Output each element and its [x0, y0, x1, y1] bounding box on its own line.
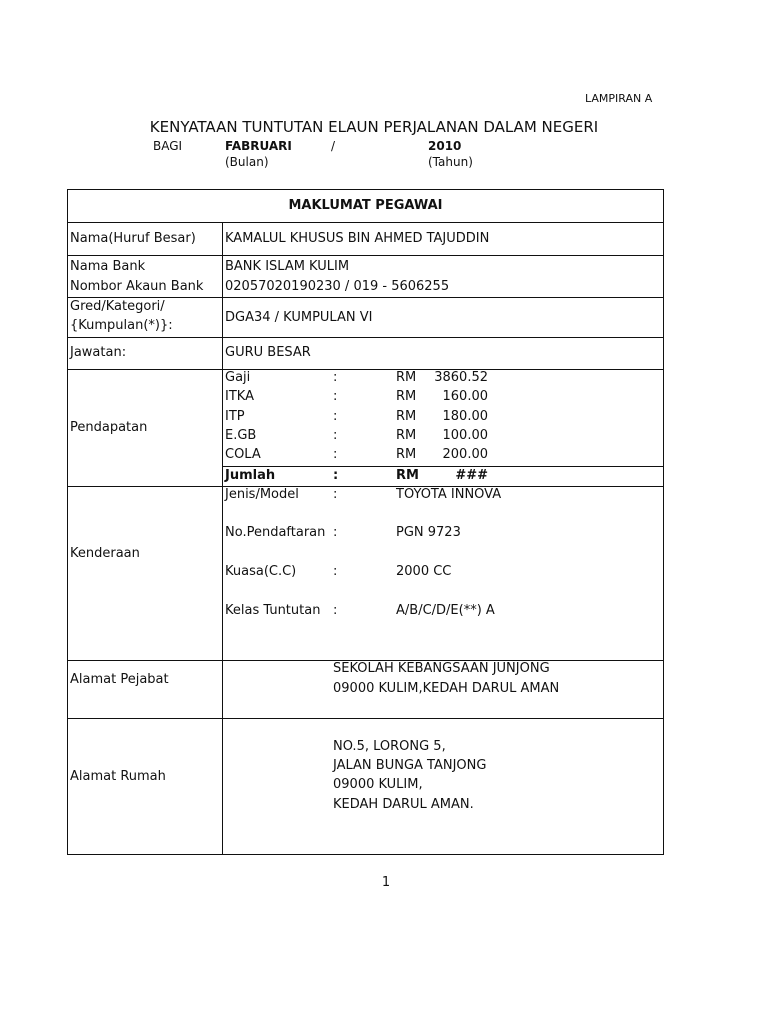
income-name: E.GB	[225, 428, 257, 443]
total-currency: RM	[396, 468, 419, 483]
vehicle-colon: :	[333, 564, 338, 579]
income-colon: :	[333, 428, 338, 443]
income-name: COLA	[225, 447, 261, 462]
total-name: Jumlah	[225, 468, 276, 483]
vehicle-colon: :	[333, 487, 338, 502]
income-currency: RM	[396, 389, 417, 404]
vehicle-field-name: Kuasa(C.C)	[225, 564, 297, 579]
vehicle-field-name: Jenis/Model	[225, 487, 299, 502]
alamat-rumah-label: Alamat Rumah	[70, 769, 166, 784]
account-number-label: Nombor Akaun Bank	[70, 279, 204, 294]
vehicle-field-value: TOYOTA INNOVA	[396, 487, 502, 502]
page-number: 1	[381, 875, 391, 890]
income-name: Gaji	[225, 370, 251, 385]
row-divider	[67, 337, 664, 338]
gred-label-line1: Gred/Kategori/	[70, 299, 165, 314]
row-divider	[67, 255, 664, 256]
table-border-bottom	[67, 854, 664, 855]
row-divider	[67, 486, 664, 487]
vehicle-field-value: 2000 CC	[396, 564, 452, 579]
income-name: ITP	[225, 409, 245, 424]
income-currency: RM	[396, 370, 417, 385]
vehicle-field-name: No.Pendaftaran	[225, 525, 326, 540]
table-border-left	[67, 189, 68, 855]
income-currency: RM	[396, 409, 417, 424]
section-heading: MAKLUMAT PEGAWAI	[288, 198, 443, 213]
month-year-separator: /	[331, 139, 336, 153]
alamat-rumah-line1: NO.5, LORONG 5,	[333, 739, 446, 754]
bank-name-label: Nama Bank	[70, 259, 146, 274]
income-name: ITKA	[225, 389, 254, 404]
month-label: (Bulan)	[225, 155, 269, 169]
alamat-pejabat-line2: 09000 KULIM,KEDAH DARUL AMAN	[333, 681, 560, 696]
lampiran-label: LAMPIRAN A	[585, 92, 653, 105]
account-number-value: 02057020190230 / 019 - 5606255	[225, 279, 450, 294]
kenderaan-label: Kenderaan	[70, 546, 140, 561]
nama-label: Nama(Huruf Besar)	[70, 231, 196, 246]
pendapatan-label: Pendapatan	[70, 420, 148, 435]
total-colon: :	[333, 468, 339, 483]
income-currency: RM	[396, 428, 417, 443]
row-divider	[67, 222, 664, 223]
jawatan-label: Jawatan:	[70, 345, 127, 360]
income-amount: 160.00	[442, 389, 488, 404]
income-colon: :	[333, 409, 338, 424]
bagi-label: BAGI	[153, 139, 183, 153]
row-divider	[67, 718, 664, 719]
alamat-rumah-line3: 09000 KULIM,	[333, 777, 423, 792]
income-currency: RM	[396, 447, 417, 462]
row-divider	[67, 369, 664, 370]
table-border-right	[663, 189, 664, 855]
gred-value: DGA34 / KUMPULAN VI	[225, 310, 373, 325]
vehicle-field-name: Kelas Tuntutan	[225, 603, 321, 618]
alamat-rumah-line4: KEDAH DARUL AMAN.	[333, 797, 474, 812]
table-border-top	[67, 189, 664, 190]
alamat-pejabat-label: Alamat Pejabat	[70, 672, 169, 687]
gred-label-line2: {Kumpulan(*)}:	[70, 318, 173, 333]
bank-name-value: BANK ISLAM KULIM	[225, 259, 350, 274]
income-amount: 200.00	[442, 447, 488, 462]
total-amount: ###	[455, 468, 488, 483]
column-divider	[222, 222, 223, 855]
alamat-rumah-line2: JALAN BUNGA TANJONG	[333, 758, 487, 773]
vehicle-colon: :	[333, 525, 338, 540]
month-value: FABRUARI	[225, 139, 292, 153]
vehicle-field-value: A/B/C/D/E(**) A	[396, 603, 495, 618]
nama-value: KAMALUL KHUSUS BIN AHMED TAJUDDIN	[225, 231, 490, 246]
vehicle-field-value: PGN 9723	[396, 525, 461, 540]
year-label: (Tahun)	[428, 155, 473, 169]
year-value: 2010	[428, 139, 462, 153]
income-colon: :	[333, 370, 338, 385]
vehicle-colon: :	[333, 603, 338, 618]
income-amount: 100.00	[442, 428, 488, 443]
income-colon: :	[333, 447, 338, 462]
jawatan-value: GURU BESAR	[225, 345, 311, 360]
income-amount: 3860.52	[434, 370, 488, 385]
document-title: KENYATAAN TUNTUTAN ELAUN PERJALANAN DALAM NEGERI	[149, 118, 599, 136]
income-amount: 180.00	[442, 409, 488, 424]
alamat-pejabat-line1: SEKOLAH KEBANGSAAN JUNJONG	[333, 661, 550, 676]
income-colon: :	[333, 389, 338, 404]
